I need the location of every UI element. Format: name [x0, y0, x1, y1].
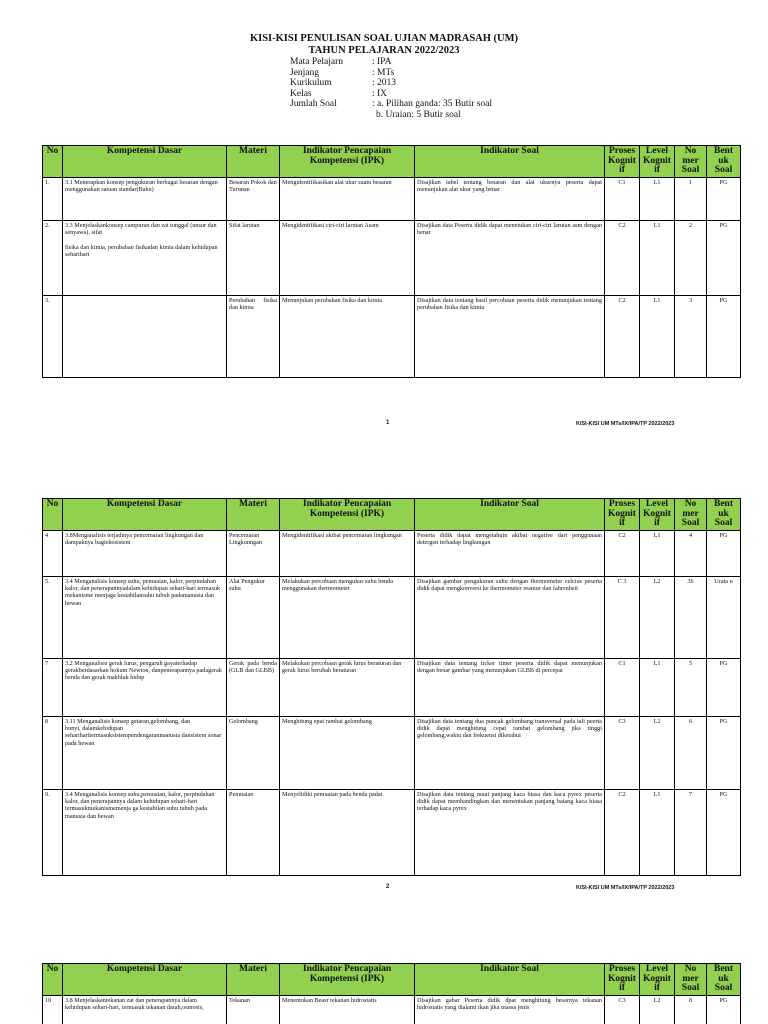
cell-no: 8 — [43, 716, 63, 789]
header-no: No — [43, 146, 63, 178]
header-indikator-soal: Indikator Soal — [415, 964, 605, 996]
cell-indikator-soal: Disajikan data tentang ticker timer peserta didik dapat menunjukan dengan benar gambar yang menunjukan GLBB di percepat — [415, 658, 605, 716]
cell-bentuk: PG — [707, 658, 741, 716]
cell-kd: 3.8Menganalisis terjadinya pencemaran lingkungan dan dampaknya bagiekosistem — [63, 530, 227, 576]
cell-no: 7 — [43, 658, 63, 716]
cell-materi: Tekanan — [227, 995, 280, 1024]
info-row: b. Uraian: 5 Butir soal — [376, 109, 461, 120]
cell-no: 4 — [43, 530, 63, 576]
table-row — [43, 295, 741, 377]
table-header-row — [43, 146, 741, 178]
cell-level: L2 — [640, 995, 675, 1024]
cell-indikator-soal: Disajikan data tentang muai panjang kaca biasa dan kaca pyrex peserta didik dapat membandingkan dan menentukan panjang batang kaca biasa terhadap kaca pyrex — [415, 789, 605, 875]
table-row — [43, 220, 741, 295]
header-bentuk-soal: Bent uk Soal — [707, 146, 741, 178]
cell-bentuk: PG — [707, 177, 741, 220]
header-nomer-soal: No mer Soal — [675, 964, 707, 996]
table-header-row — [43, 964, 741, 996]
cell-bentuk: PG — [707, 995, 741, 1024]
header-proses-kognitif: Proses Kognit if — [605, 499, 640, 531]
header-level-kognitif: Level Kognit if — [640, 499, 675, 531]
header-kompetensi-dasar: Kompetensi Dasar — [63, 964, 227, 996]
cell-ipk: Melakukan percobaan mengukur suhu benda menggunakan thermometer — [280, 576, 415, 658]
header-materi: Materi — [227, 146, 280, 178]
cell-nomer: 1 — [675, 177, 707, 220]
cell-level: L1 — [640, 220, 675, 295]
page-footer: KISI-KISI UM MTs/IX/IPA/TP 2022/2023 — [576, 885, 675, 891]
page-footer: KISI-KISI UM MTs/IX/IPA/TP 2022/2023 — [576, 421, 675, 427]
cell-nomer: 4 — [675, 530, 707, 576]
cell-ipk: Menentukan Beasr tekanan hidrostatis — [280, 995, 415, 1024]
page-3 — [0, 940, 768, 1024]
cell-level: L1 — [640, 295, 675, 377]
cell-level: L1 — [640, 789, 675, 875]
cell-materi: Gelombang — [227, 716, 280, 789]
page-number: 2 — [386, 884, 390, 890]
header-indikator-soal: Indikator Soal — [415, 499, 605, 531]
cell-ipk: Menunjukan perubahan fisika dan kimia — [280, 295, 415, 377]
document-subtitle: TAHUN PELAJARAN 2022/2023 — [308, 45, 460, 56]
header-kompetensi-dasar: Kompetensi Dasar — [63, 499, 227, 531]
table-row — [43, 716, 741, 789]
cell-indikator-soal: Peserta didik dapat mengetahuin akibat negative dari penggunaan detergen terhadap lingkungan — [415, 530, 605, 576]
cell-kd: 3.8 Menjelaskantekanan zat dan penerapannya dalam kehidupan sehari-hari, termasuk tekanan darah,osmosis, — [63, 995, 227, 1024]
cell-nomer: 5 — [675, 658, 707, 716]
cell-no: 9. — [43, 789, 63, 875]
cell-ipk: Menyelidiki pemuaian pada benda padat — [280, 789, 415, 875]
page-1 — [0, 0, 768, 440]
header-no: No — [43, 499, 63, 531]
header-kompetensi-dasar: Kompetensi Dasar — [63, 146, 227, 178]
page-2 — [0, 440, 768, 940]
cell-nomer: 6 — [675, 716, 707, 789]
cell-proses: C3 — [605, 995, 640, 1024]
header-no: No — [43, 964, 63, 996]
cell-proses: C 3 — [605, 576, 640, 658]
header-nomer-soal: No mer Soal — [675, 499, 707, 531]
cell-proses: C2 — [605, 295, 640, 377]
info-row: Mata Pelajarn : IPA — [290, 57, 392, 67]
cell-nomer: 2 — [675, 220, 707, 295]
cell-indikator-soal: Disajikan tabel tentang besaran dan alat ukurnya peserta dapat menunjukan alat ukur yang benar — [415, 177, 605, 220]
cell-ipk: Mengidentifikasi ciri-ciri larutan Asam — [280, 220, 415, 295]
cell-materi: Pencemaran Lingkunngan — [227, 530, 280, 576]
cell-ipk: Mengidentifikasikan alat ukur suatu besaran — [280, 177, 415, 220]
cell-level: L2 — [640, 716, 675, 789]
cell-proses: C3 — [605, 716, 640, 789]
cell-proses: C2 — [605, 220, 640, 295]
cell-kd — [63, 295, 227, 377]
cell-bentuk: PG — [707, 530, 741, 576]
header-proses-kognitif: Proses Kognit if — [605, 146, 640, 178]
cell-kd: 3.4 Menganalisis konsep suhu,pemuaian, kalor, perpindahan kalor, dan penerapannya dalam kehidupan sehari-hari termasukmekanismemenja ga kestabilan suhu tubuh pada manusia dan hewan — [63, 789, 227, 875]
kisi-table — [42, 498, 741, 876]
kisi-table — [42, 145, 741, 378]
cell-ipk: Menghitung epat rambat gelombang — [280, 716, 415, 789]
cell-materi: Sifat larutan — [227, 220, 280, 295]
cell-kd: 3.1 Menerapkan konsep pengukuran berbagai besaran dengan menggunakan satuan standar(Baku) — [63, 177, 227, 220]
header-indikator-soal: Indikator Soal — [415, 146, 605, 178]
document-title: KISI-KISI PENULISAN SOAL UJIAN MADRASAH (UM) — [249, 33, 519, 44]
header-ipk: Indikator Pencapaian Kompetensi (IPK) — [280, 146, 415, 178]
cell-materi: Pemuaian — [227, 789, 280, 875]
header-bentuk-soal: Bent uk Soal — [707, 964, 741, 996]
cell-no: 2. — [43, 220, 63, 295]
cell-indikator-soal: Disajikan data Peserta didik dapat menetukan ciri-ciri larutan asm dengan benar — [415, 220, 605, 295]
cell-indikator-soal: Disajikan gambar pengukuran suhu dengan thermometer celcius peserta didik dapat mengkonversi ke thermometer reamur dan fahrenheit — [415, 576, 605, 658]
cell-kd: 3.4 Menganalisis konsep suhu, pemuaian, kalor, perpindahan kalor, dan penerapannyadalam kehidupan sehari-hari termasuk mekanisme menjaga kestabilansuhu tubuh padamanusia dan hewan — [63, 576, 227, 658]
table-row — [43, 530, 741, 576]
cell-level: L1 — [640, 177, 675, 220]
header-level-kognitif: Level Kognit if — [640, 146, 675, 178]
cell-bentuk: PG — [707, 716, 741, 789]
cell-proses: C2 — [605, 530, 640, 576]
info-row: Jumlah Soal : a. Pilihan ganda: 35 Butir soal — [290, 99, 493, 109]
header-materi: Materi — [227, 499, 280, 531]
info-row: Kelas : IX — [290, 88, 388, 99]
cell-bentuk: Uraia n — [707, 576, 741, 658]
info-row: Kurikulum : 2013 — [290, 78, 397, 88]
page-number: 1 — [386, 420, 390, 426]
cell-materi: Gerak pada benda (GLB dan GLBB) — [227, 658, 280, 716]
exam-info — [290, 57, 492, 120]
table-row — [43, 576, 741, 658]
header-ipk: Indikator Pencapaian Kompetensi (IPK) — [280, 964, 415, 996]
cell-no: 3. — [43, 295, 63, 377]
table-row — [43, 658, 741, 716]
cell-proses: C2 — [605, 789, 640, 875]
cell-level: L1 — [640, 530, 675, 576]
cell-bentuk: PG — [707, 789, 741, 875]
cell-nomer: 8 — [675, 995, 707, 1024]
cell-no: 1. — [43, 177, 63, 220]
cell-indikator-soal: Disajikan data tentang dua puncak gelombang transversal pada tali peerta didik dapat menghitung cepat rambat gelombang jika tinggi gelombang,waktu dan frekuensi diketahui — [415, 716, 605, 789]
header-level-kognitif: Level Kognit if — [640, 964, 675, 996]
cell-nomer: 7 — [675, 789, 707, 875]
cell-bentuk: PG — [707, 220, 741, 295]
cell-ipk: Mengidentifikasi akibat pencemaran lingkungan — [280, 530, 415, 576]
table-row — [43, 789, 741, 875]
cell-indikator-soal: Disajikan data tentang hasil percobaan peserta didik menunjukan tentang perubahan fisika dan kimia — [415, 295, 605, 377]
info-row: Jenjang : MTs — [290, 67, 395, 78]
cell-materi: Perubahan fisika dan kimia — [227, 295, 280, 377]
header-materi: Materi — [227, 964, 280, 996]
cell-indikator-soal: Disajikan gabar Peserta didik dpat menghitung besarnya tekanan hidrostatis yang dialami ikan jika massa jenis — [415, 995, 605, 1024]
cell-proses: C1 — [605, 177, 640, 220]
header-bentuk-soal: Bent uk Soal — [707, 499, 741, 531]
cell-level: L2 — [640, 576, 675, 658]
cell-no: 10 — [43, 995, 63, 1024]
header-proses-kognitif: Proses Kognit if — [605, 964, 640, 996]
table-row — [43, 177, 741, 220]
cell-proses: C1 — [605, 658, 640, 716]
cell-kd: 3.2 Menganalisis gerak lurus, pengaruh gayaterhadap gerakberdasarkan hokum Newton, danpenerapannya padagerak benda dan gerak makhluk hidup — [63, 658, 227, 716]
header-ipk: Indikator Pencapaian Kompetensi (IPK) — [280, 499, 415, 531]
cell-ipk: Melakukan percobaan gerak lurus beraturan dan gerak lurus berubah beraturan — [280, 658, 415, 716]
kisi-table — [42, 963, 741, 1024]
cell-nomer: 3 — [675, 295, 707, 377]
cell-kd: 3.11 Menganalisis konsep getaran,gelombang, dan bunyi, dalamkehidupan sehariharitermasuksistempendengaranmanusia dansistem sonar pada hewan — [63, 716, 227, 789]
cell-materi: Besaran Pokok dan Turunan — [227, 177, 280, 220]
cell-nomer: 36 — [675, 576, 707, 658]
cell-kd: 3.3 Menjelaskankonsep campuran dan zat tunggal (unsur dan senyawa), sifat fisika dan kimia, perubahan fisikadan kimia dalam kehidupan seharihari — [63, 220, 227, 295]
cell-level: L1 — [640, 658, 675, 716]
table-header-row — [43, 499, 741, 531]
table-row — [43, 995, 741, 1024]
header-nomer-soal: No mer Soal — [675, 146, 707, 178]
cell-bentuk: PG — [707, 295, 741, 377]
cell-materi: Alat Pengukur suhu — [227, 576, 280, 658]
cell-no: 5. — [43, 576, 63, 658]
